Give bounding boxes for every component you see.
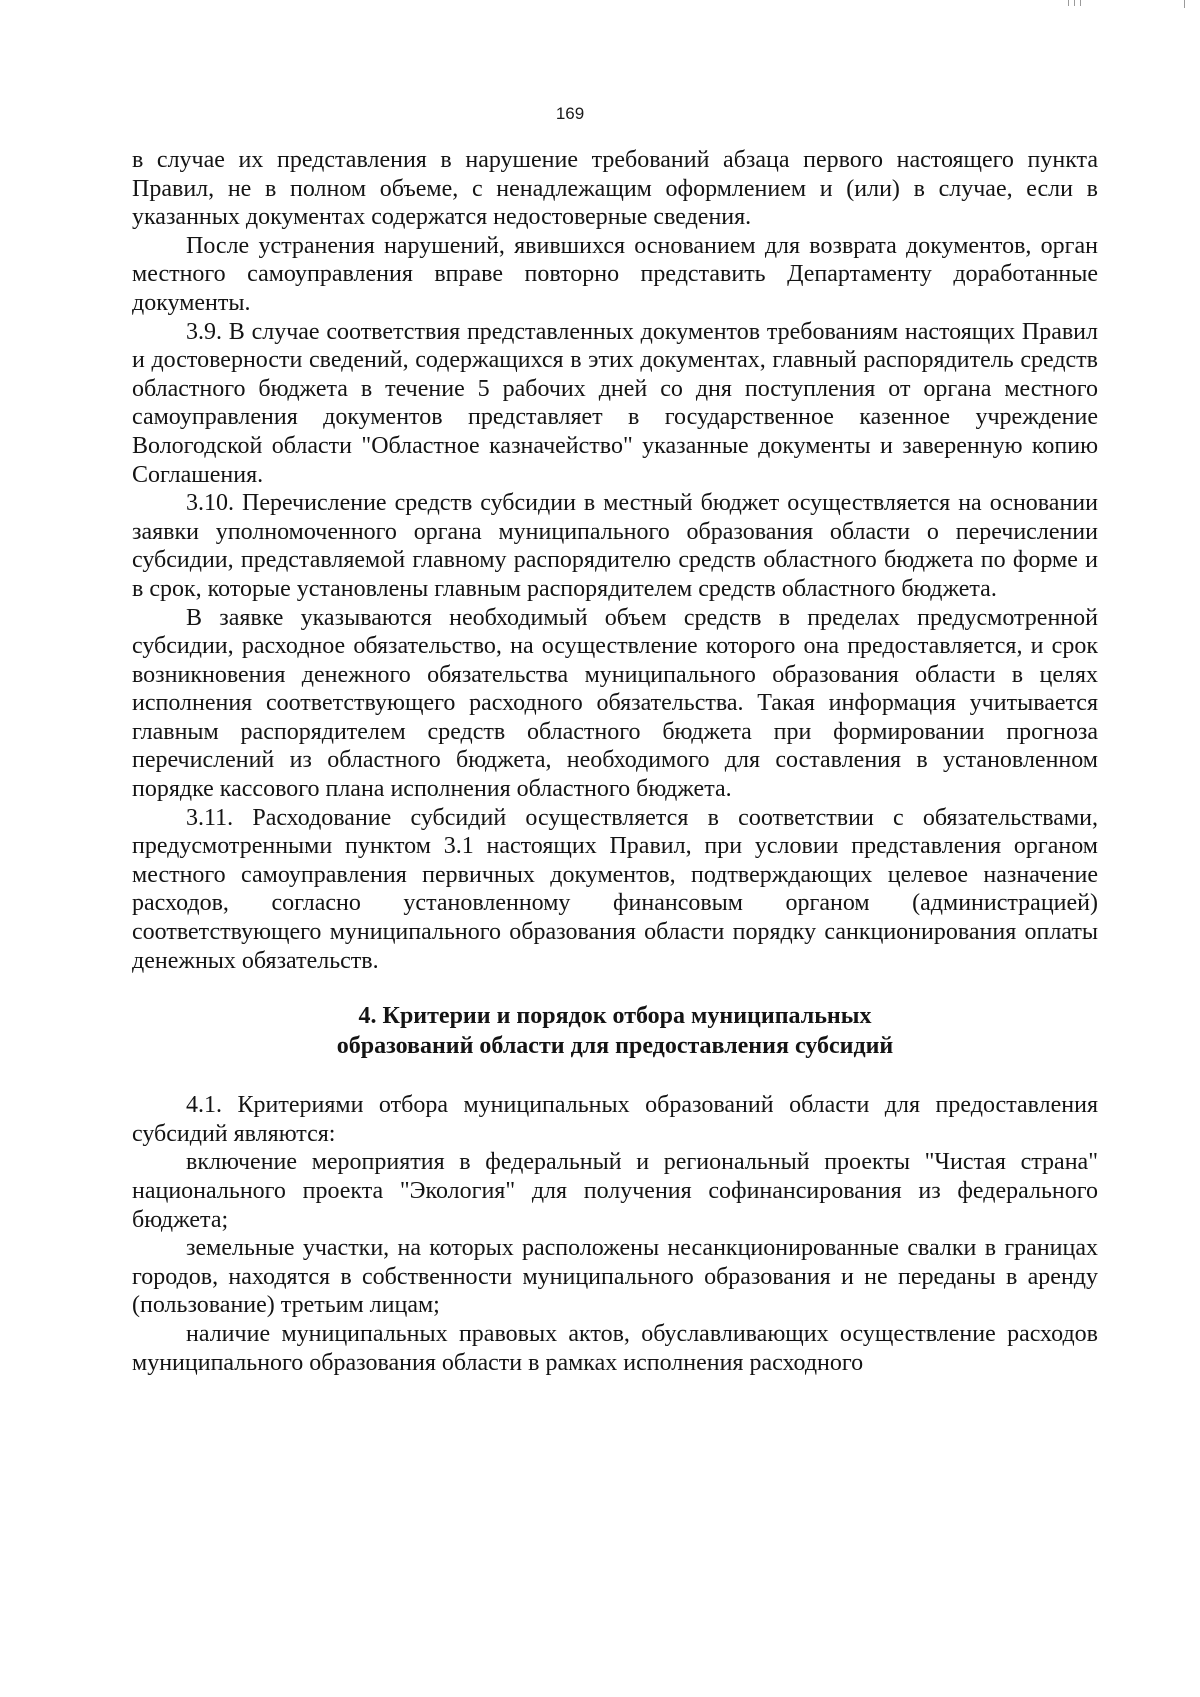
paragraph: включение мероприятия в федеральный и региональный проекты "Чистая страна" национального проекта "Экология" для получения софинансирования из федерального бюджета;	[132, 1149, 1098, 1233]
scan-edge-mark	[1074, 0, 1075, 6]
paragraph: 4.1. Критериями отбора муниципальных образований области для предоставления субсидий являются:	[132, 1092, 1098, 1147]
scan-edge-mark	[1184, 0, 1185, 8]
paragraph: 3.10. Перечисление средств субсидии в местный бюджет осуществляется на основании заявки уполномоченного органа муниципального образования области о перечислении субсидии, представляемой главному распорядителю средств областного бюджета по форме и в срок, которые установлены главным распорядителем средств областного бюджета.	[132, 490, 1098, 602]
paragraph: После устранения нарушений, явившихся основанием для возврата документов, орган местного самоуправления вправе повторно представить Департаменту доработанные документы.	[132, 232, 1098, 316]
document-body	[132, 146, 1098, 1377]
paragraph: 3.9. В случае соответствия представленных документов требованиям настоящих Правил и достоверности сведений, содержащихся в этих документах, главный распорядитель средств областного бюджета в течение 5 рабочих дней со дня поступления от органа местного самоуправления документов представляет в государственное казенное учреждение Вологодской области "Областное казначейство" указанные документы и заверенную копию Соглашения.	[132, 318, 1098, 488]
paragraph: 3.11. Расходование субсидий осуществляется в соответствии с обязательствами, предусмотренными пунктом 3.1 настоящих Правил, при условии представления органом местного самоуправления первичных документов, подтверждающих целевое назначение расходов, согласно установленному финансовым органом (администрацией) соответствующего муниципального образования области порядку санкционирования оплаты денежных обязательств.	[132, 804, 1098, 974]
paragraph: наличие муниципальных правовых актов, обуславливающих осуществление расходов муниципального образования области в рамках исполнения расходного	[132, 1320, 1098, 1376]
scan-edge-mark	[1080, 0, 1081, 6]
paragraph: в случае их представления в нарушение требований абзаца первого настоящего пункта Правил, не в полном объеме, с ненадлежащим оформлением и (или) в случае, если в указанных документах содержатся недостоверные сведения.	[132, 147, 1098, 231]
section-heading-line: образований области для предоставления субсидий	[336, 1033, 894, 1060]
page-number: 169	[555, 104, 585, 123]
scan-edge-mark	[1068, 0, 1069, 6]
section-heading-line: 4. Критерии и порядок отбора муниципальных	[358, 1003, 872, 1030]
paragraph: земельные участки, на которых расположены несанкционированные свалки в границах городов, находятся в собственности муниципального образования и не переданы в аренду (пользование) третьим лицам;	[132, 1235, 1098, 1319]
paragraph: В заявке указываются необходимый объем средств в пределах предусмотренной субсидии, расходное обязательство, на осуществление которого она предоставляется, и срок возникновения денежного обязательства муниципального образования области в целях исполнения соответствующего расходного обязательства. Такая информация учитывается главным распорядителем средств областного бюджета при формировании прогноза перечислений из областного бюджета, необходимого для составления в установленном порядке кассового плана исполнения областного бюджета.	[132, 604, 1098, 803]
section-heading	[132, 1001, 1098, 1061]
